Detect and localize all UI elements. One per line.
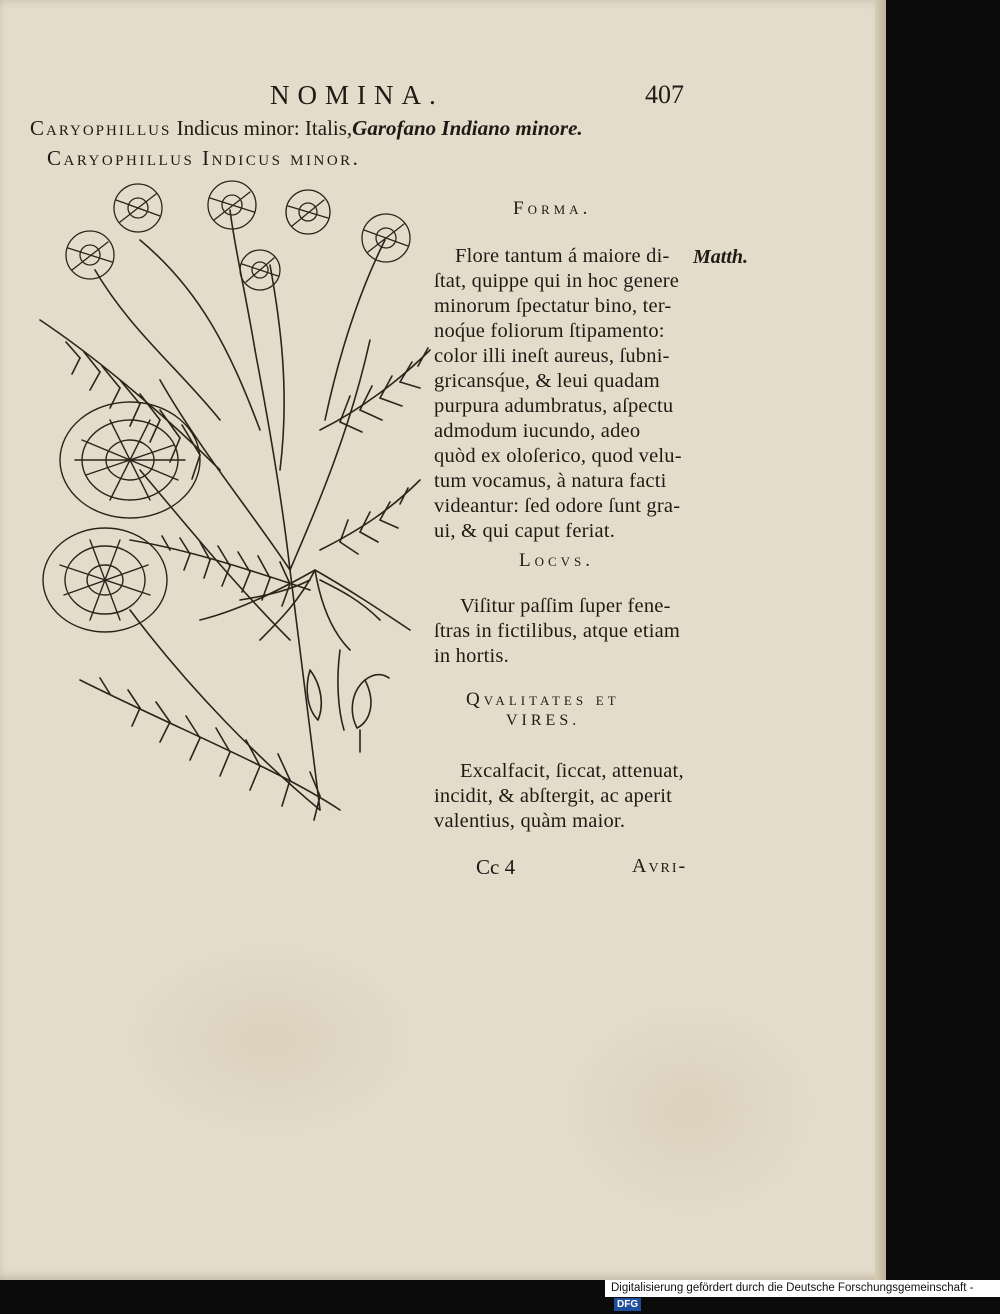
- names-line: [30, 116, 583, 141]
- page-number: 407: [645, 80, 684, 109]
- plant-title: Caryophillus Indicus minor.: [47, 146, 361, 170]
- qualitates-line: Excalfacit, ſiccat, attenuat,: [460, 760, 684, 782]
- catchword: Avri-: [632, 855, 688, 877]
- paper-stain: [120, 940, 420, 1140]
- forma-line: minorum ſpectatur bino, ter-: [434, 295, 672, 317]
- forma-line: ſtat, quippe qui in hoc genere: [434, 270, 680, 292]
- forma-heading: Forma.: [513, 198, 592, 219]
- forma-line: ui, & qui caput feriat.: [434, 520, 616, 542]
- forma-line: Flore tantum á maiore di-: [455, 245, 670, 267]
- signature-mark: Cc 4: [476, 855, 516, 879]
- latin-name-rest: Indicus minor: Italis,: [176, 116, 353, 140]
- running-head: NOMINA.: [270, 80, 444, 110]
- qualitates-line: incidit, & abſtergit, ac aperit: [434, 785, 673, 807]
- locus-line: ſtras in fictilibus, atque etiam: [434, 620, 681, 642]
- forma-line: purpura adumbratus, aſpectu: [434, 395, 674, 417]
- qualitates-heading-2: VIRES.: [506, 712, 581, 729]
- forma-line: admodum iucundo, adeo: [434, 420, 641, 442]
- forma-line: noq́ue foliorum ſtipamento:: [434, 320, 665, 342]
- locus-heading: Locvs.: [519, 550, 595, 571]
- locus-line: in hortis.: [434, 645, 509, 667]
- forma-line: videantur: ſed odore ſunt gra-: [434, 495, 681, 517]
- digitization-notice: [605, 1280, 1000, 1311]
- forma-line: gricansq́ue, & leui quadam: [434, 370, 660, 392]
- page-edge: [875, 0, 886, 1280]
- dfg-logo: DFG: [614, 1298, 641, 1311]
- digitization-text: Digitalisierung gefördert durch die Deutsche Forschungsgemeinschaft -: [611, 1282, 974, 1294]
- qualitates-line: valentius, quàm maior.: [434, 810, 626, 832]
- woodcut-plant-illustration: [20, 170, 440, 840]
- locus-line: Viſitur paſſim ſuper fene-: [460, 595, 671, 617]
- qualitates-heading: Qvalitates et: [466, 689, 620, 710]
- forma-line: color illi ineſt aureus, ſubni-: [434, 345, 670, 367]
- forma-line: quòd ex oloſerico, quod velu-: [434, 445, 682, 467]
- paper-stain: [560, 1000, 820, 1220]
- forma-line: tum vocamus, à natura facti: [434, 470, 667, 492]
- italian-name: Garofano Indiano minore.: [352, 116, 583, 140]
- latin-name: Caryophillus: [30, 116, 172, 140]
- margin-note: Matth.: [693, 246, 749, 268]
